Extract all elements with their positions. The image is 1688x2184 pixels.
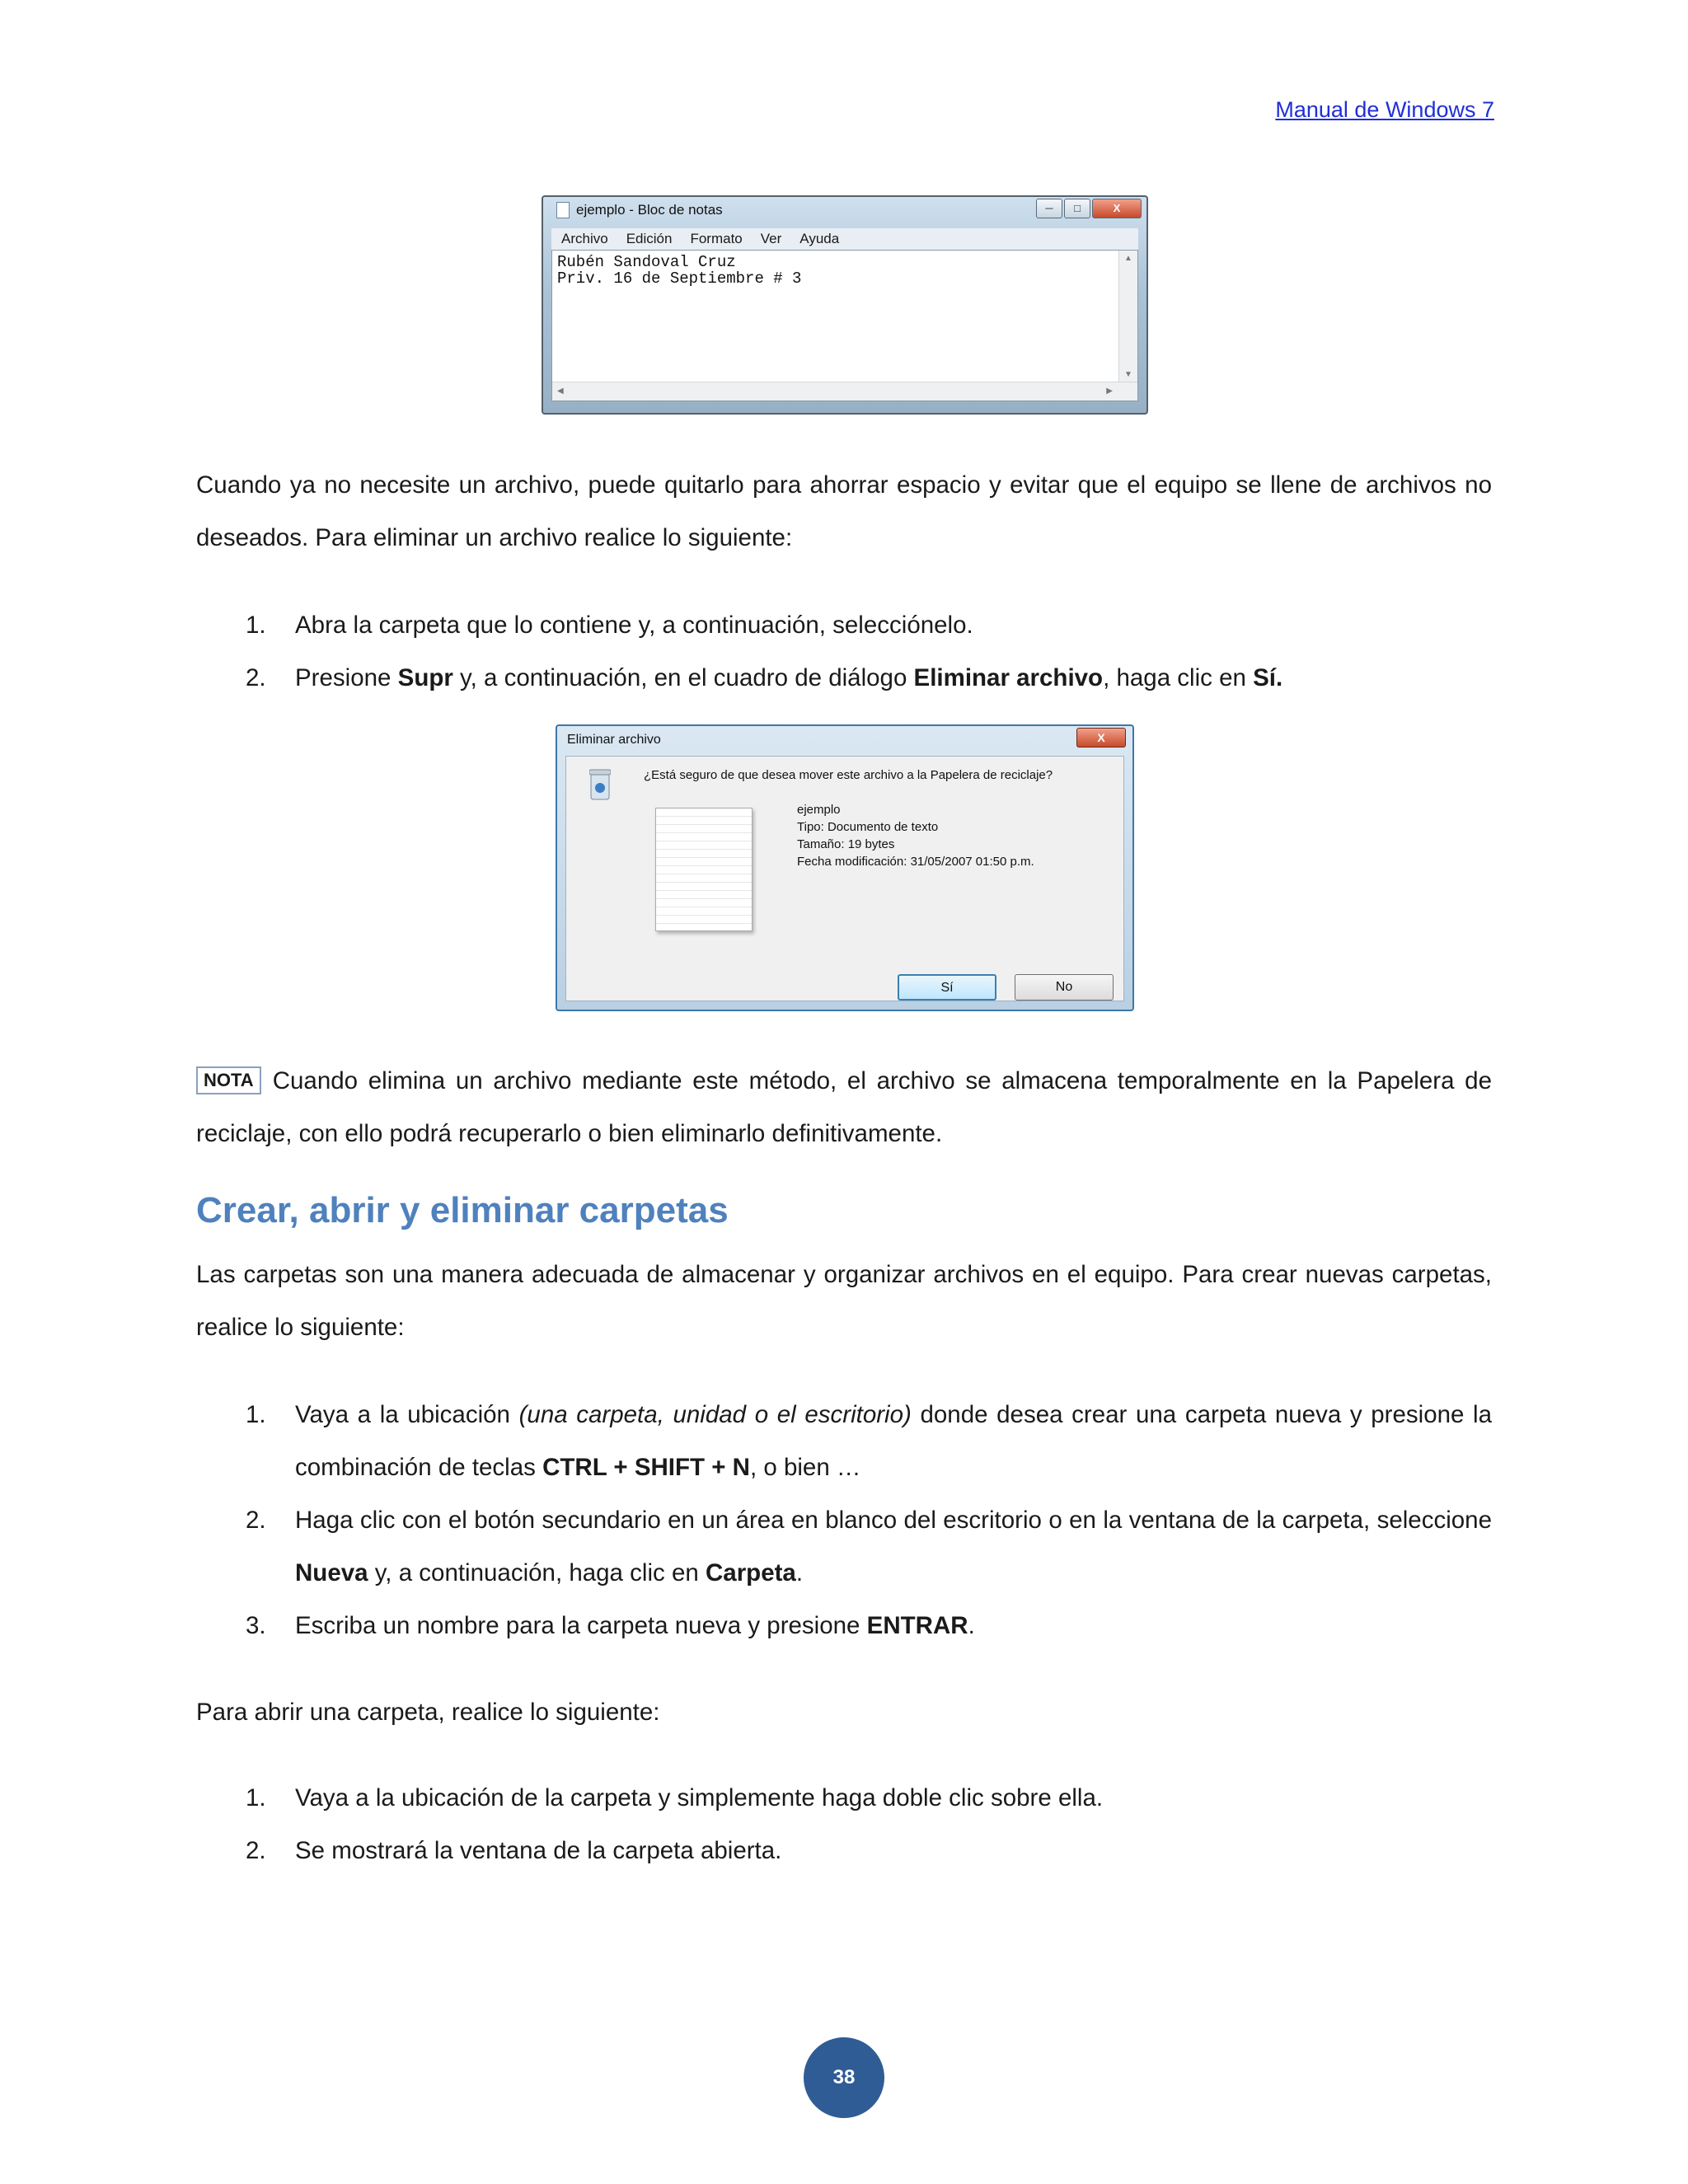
menu-formato[interactable]: Formato xyxy=(690,231,743,246)
step-text: Abra la carpeta que lo contiene y, a continuación, selecciónelo. xyxy=(295,612,973,639)
text-run: . xyxy=(968,1612,975,1639)
menu-edicion[interactable]: Edición xyxy=(626,231,673,246)
text-run: Vaya a la ubicación xyxy=(295,1401,519,1428)
note-paragraph xyxy=(196,1055,1492,1160)
notepad-titlebar xyxy=(556,202,723,218)
minimize-icon[interactable]: ─ xyxy=(1036,199,1062,218)
recycle-bin-icon xyxy=(589,768,611,801)
yes-button[interactable]: Sí xyxy=(898,974,996,1001)
menu-archivo[interactable]: Archivo xyxy=(561,231,608,246)
note-text: Cuando elimina un archivo mediante este método, el archivo se almacena temporalmente en la Papelera de reciclaje, con ello podrá recuperarlo o bien eliminarlo definitivamente. xyxy=(196,1067,1492,1147)
menu-carpeta: Carpeta xyxy=(705,1559,796,1586)
scroll-down-icon[interactable]: ▼ xyxy=(1124,370,1132,379)
notepad-document-icon xyxy=(556,202,570,218)
dialog-title: Eliminar archivo xyxy=(567,733,661,747)
step-number: 2. xyxy=(246,1837,266,1864)
open-paragraph: Para abrir una carpeta, realice lo siguiente: xyxy=(196,1699,660,1726)
section-heading: Crear, abrir y eliminar carpetas xyxy=(196,1190,729,1230)
scroll-up-icon[interactable]: ▲ xyxy=(1124,254,1132,263)
step-number: 1. xyxy=(246,1784,266,1811)
text-run: Haga clic con el botón secundario en un área en blanco del escritorio o en la ventana de la carpeta, seleccione xyxy=(295,1507,1492,1534)
page-number: 38 xyxy=(804,2037,884,2118)
file-details xyxy=(797,801,1034,870)
text-run: , haga clic en xyxy=(1103,664,1254,691)
text-run: donde desea crear una carpeta nueva y presione la combinación de teclas xyxy=(295,1401,1493,1481)
dialog-name: Eliminar archivo xyxy=(913,664,1104,691)
button-name: Sí. xyxy=(1253,664,1283,691)
key-supr: Supr xyxy=(397,664,453,691)
step-text xyxy=(295,652,1492,705)
scroll-right-icon[interactable]: ▶ xyxy=(1106,387,1113,396)
close-icon[interactable]: X xyxy=(1076,728,1126,748)
section-paragraph: Las carpetas son una manera adecuada de almacenar y organizar archivos en el equipo. Para crear nuevas carpetas, realice lo siguiente: xyxy=(196,1261,1492,1341)
file-date: Fecha modificación: 31/05/2007 01:50 p.m. xyxy=(797,855,1034,869)
step-text: Se mostrará la ventana de la carpeta abierta. xyxy=(295,1837,782,1864)
delete-file-dialog-screenshot xyxy=(556,724,1134,1011)
step-number: 1. xyxy=(246,612,266,639)
horizontal-scrollbar[interactable] xyxy=(552,382,1137,401)
step-text xyxy=(295,1494,1492,1600)
menu-nueva: Nueva xyxy=(295,1559,368,1586)
scroll-left-icon[interactable]: ◀ xyxy=(557,387,564,396)
location-examples: (una carpeta, unidad o el escritorio) xyxy=(518,1401,912,1428)
menu-ver[interactable]: Ver xyxy=(760,231,782,246)
step-text xyxy=(295,1600,1492,1652)
intro-paragraph: Cuando ya no necesite un archivo, puede quitarlo para ahorrar espacio y evitar que el equipo se llene de archivos no deseados. Para eliminar un archivo realice lo siguiente: xyxy=(196,471,1492,551)
maximize-icon[interactable]: □ xyxy=(1064,199,1090,218)
key-entrar: ENTRAR xyxy=(866,1612,968,1639)
text-run: y, a continuación, haga clic en xyxy=(368,1559,706,1586)
notepad-content xyxy=(557,254,801,287)
text-run: Presione xyxy=(295,664,398,691)
text-run: . xyxy=(795,1559,804,1586)
menu-ayuda[interactable]: Ayuda xyxy=(799,231,840,246)
step-number: 2. xyxy=(246,1507,266,1534)
close-icon[interactable]: X xyxy=(1092,199,1142,218)
no-button[interactable]: No xyxy=(1015,974,1114,1001)
step-number: 2. xyxy=(246,664,266,691)
step-text xyxy=(295,1389,1492,1494)
file-size: Tamaño: 19 bytes xyxy=(797,837,895,851)
vertical-scrollbar[interactable] xyxy=(1118,251,1137,382)
text-run: , o bien … xyxy=(749,1454,861,1481)
file-name: ejemplo xyxy=(797,803,841,817)
notepad-menubar xyxy=(551,228,1138,250)
file-type: Tipo: Documento de texto xyxy=(797,820,939,834)
window-controls xyxy=(1036,199,1142,218)
text-file-icon xyxy=(655,808,753,931)
dialog-body xyxy=(565,756,1124,1001)
step-text: Vaya a la ubicación de la carpeta y simplemente haga doble clic sobre ella. xyxy=(295,1784,1104,1811)
text-run: Escriba un nombre para la carpeta nueva y presione xyxy=(295,1612,867,1639)
notepad-window-screenshot xyxy=(542,195,1148,415)
shortcut-keys: CTRL + SHIFT + N xyxy=(542,1454,750,1481)
dialog-question: ¿Está seguro de que desea mover este archivo a la Papelera de reciclaje? xyxy=(644,768,1053,782)
step-number: 1. xyxy=(246,1401,266,1428)
header-title-link[interactable]: Manual de Windows 7 xyxy=(1275,97,1494,122)
notepad-line-2: Priv. 16 de Septiembre # 3 xyxy=(557,269,802,288)
notepad-title: ejemplo - Bloc de notas xyxy=(576,202,723,218)
notepad-line-1: Rubén Sandoval Cruz xyxy=(557,253,736,271)
note-badge: NOTA xyxy=(196,1066,261,1094)
notepad-text-area[interactable] xyxy=(551,250,1138,401)
text-run: y, a continuación, en el cuadro de diálogo xyxy=(452,664,914,691)
step-number: 3. xyxy=(246,1612,266,1639)
